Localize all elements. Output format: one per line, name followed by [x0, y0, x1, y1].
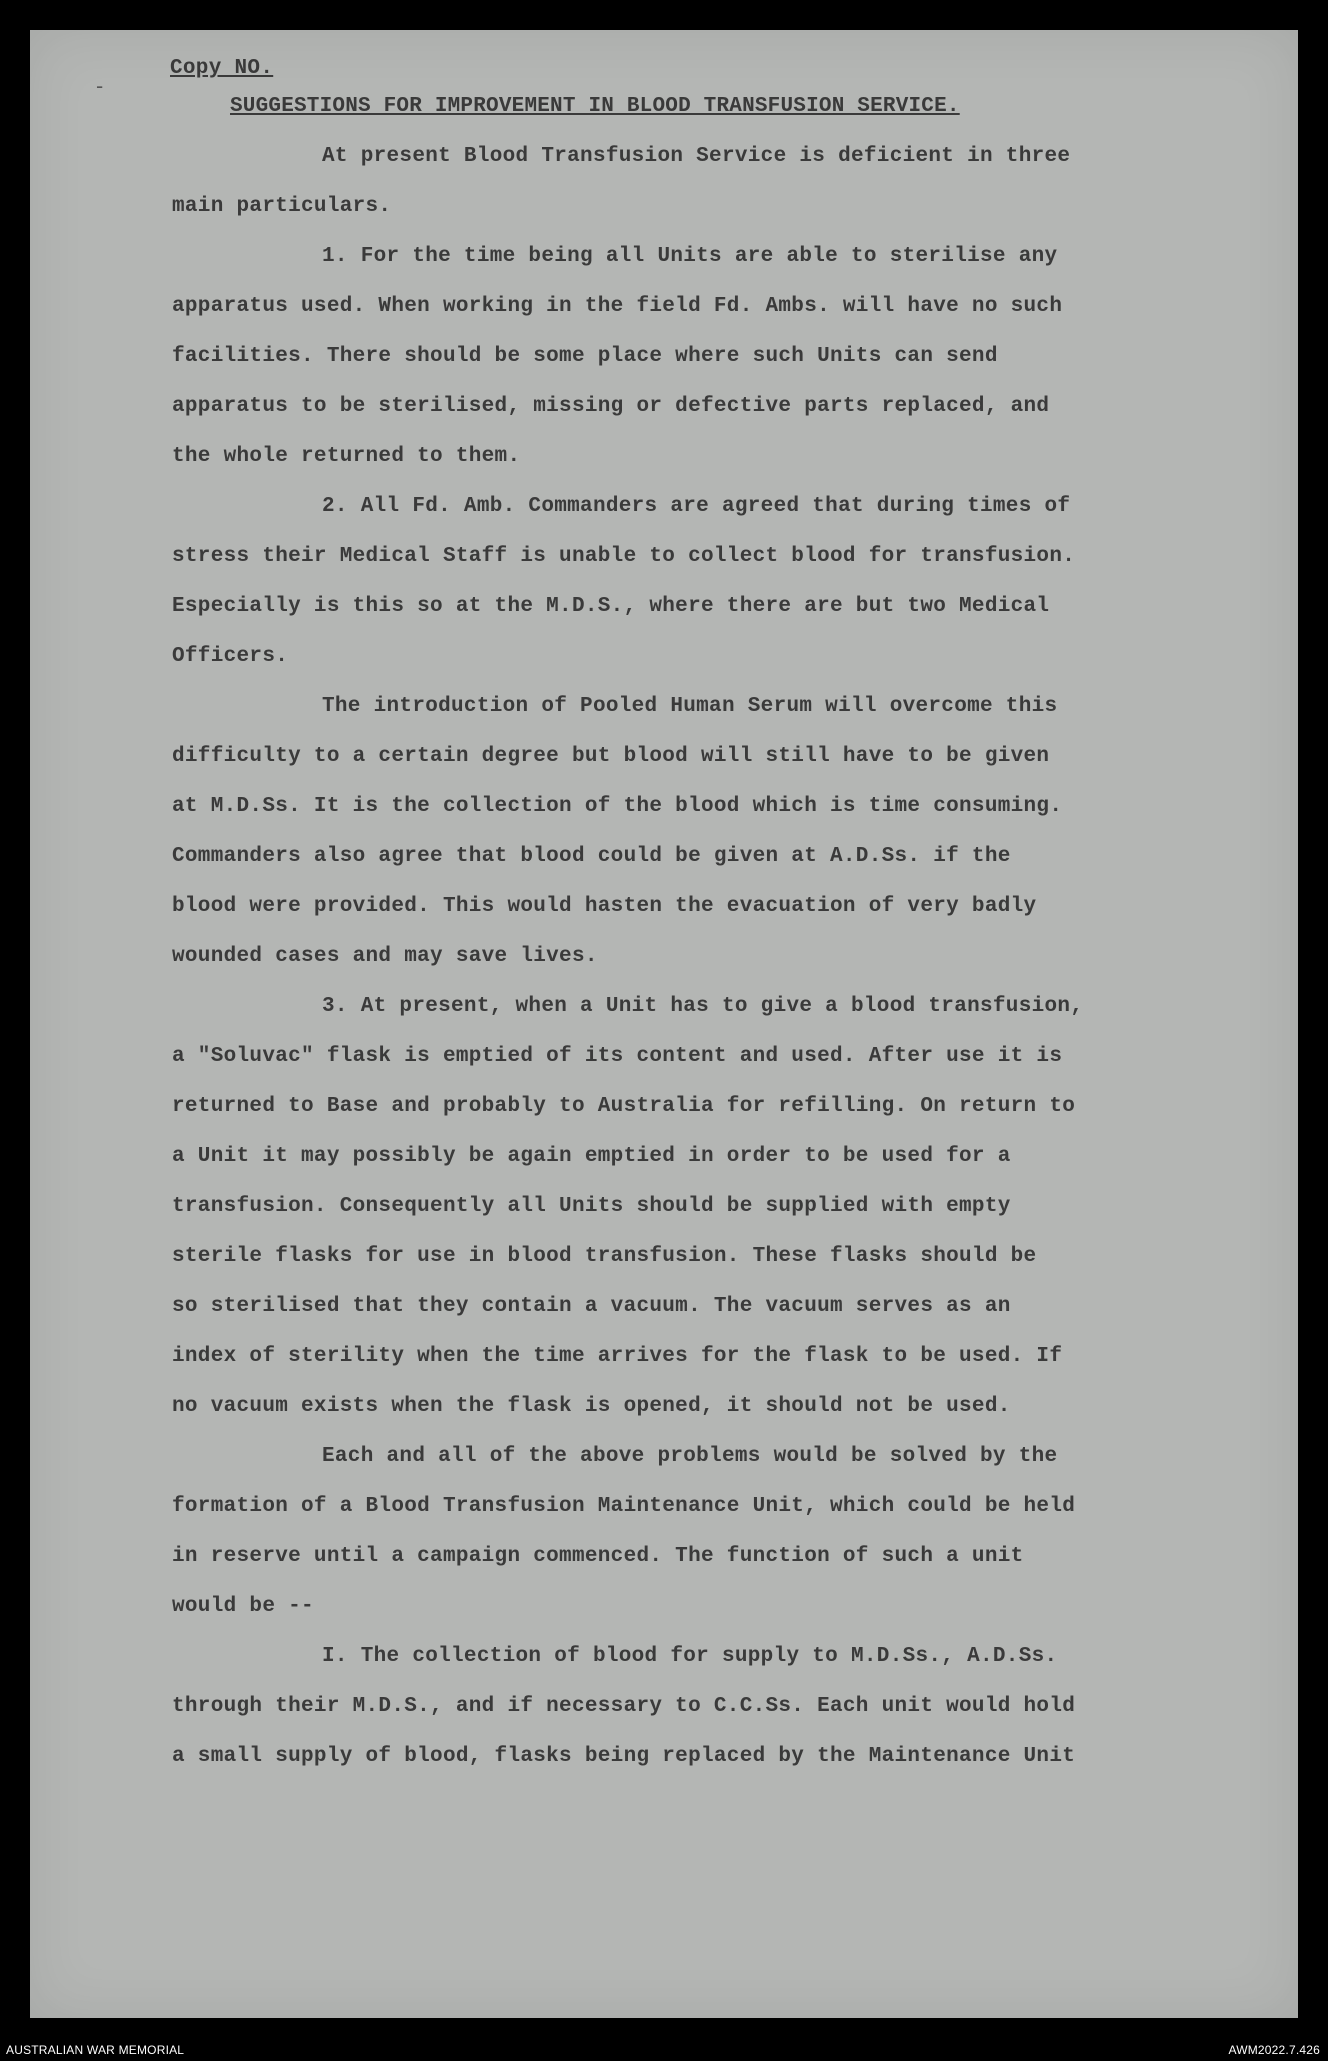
text-line: formation of a Blood Transfusion Maintenance Unit, which could be held: [172, 1495, 1076, 1518]
text-line: index of sterility when the time arrives for the flask to be used. If: [172, 1345, 1063, 1368]
text-line: Each and all of the above problems would be solved by the: [322, 1445, 1058, 1468]
text-line: main particulars.: [172, 195, 392, 218]
footer-archive-name: AUSTRALIAN WAR MEMORIAL: [6, 2043, 185, 2057]
text-line: The introduction of Pooled Human Serum will overcome this: [322, 695, 1058, 718]
text-line: Commanders also agree that blood could be given at A.D.Ss. if the: [172, 845, 1011, 868]
document-page: [30, 30, 1298, 2018]
footer-accession-number: AWM2022.7.426: [1228, 2043, 1320, 2057]
text-line: returned to Base and probably to Australia for refilling. On return to: [172, 1095, 1076, 1118]
text-line: in reserve until a campaign commenced. The function of such a unit: [172, 1545, 1024, 1568]
text-line: transfusion. Consequently all Units should be supplied with empty: [172, 1195, 1011, 1218]
text-line: no vacuum exists when the flask is opened, it should not be used.: [172, 1395, 1011, 1418]
text-line: difficulty to a certain degree but blood will still have to be given: [172, 745, 1050, 768]
text-line: the whole returned to them.: [172, 445, 521, 468]
text-line: a Unit it may possibly be again emptied in order to be used for a: [172, 1145, 1011, 1168]
text-line: I. The collection of blood for supply to M.D.Ss., A.D.Ss.: [322, 1645, 1058, 1668]
text-line: so sterilised that they contain a vacuum. The vacuum serves as an: [172, 1295, 1011, 1318]
text-line: wounded cases and may save lives.: [172, 945, 598, 968]
text-line: a small supply of blood, flasks being replaced by the Maintenance Unit: [172, 1745, 1076, 1768]
document-heading: SUGGESTIONS FOR IMPROVEMENT IN BLOOD TRANSFUSION SERVICE.: [230, 95, 960, 118]
text-line: a "Soluvac" flask is emptied of its content and used. After use it is: [172, 1045, 1063, 1068]
text-line: 3. At present, when a Unit has to give a blood transfusion,: [322, 995, 1084, 1018]
text-line: Officers.: [172, 645, 289, 668]
text-line: 2. All Fd. Amb. Commanders are agreed that during times of: [322, 495, 1071, 518]
text-line: at M.D.Ss. It is the collection of the blood which is time consuming.: [172, 795, 1063, 818]
text-line: apparatus to be sterilised, missing or defective parts replaced, and: [172, 395, 1050, 418]
text-line: At present Blood Transfusion Service is deficient in three: [322, 145, 1071, 168]
text-line: would be --: [172, 1595, 314, 1618]
text-line: Especially is this so at the M.D.S., where there are but two Medical: [172, 595, 1050, 618]
text-line: stress their Medical Staff is unable to collect blood for transfusion.: [172, 545, 1076, 568]
text-line: 1. For the time being all Units are able to sterilise any: [322, 245, 1058, 268]
text-line: through their M.D.S., and if necessary to C.C.Ss. Each unit would hold: [172, 1695, 1076, 1718]
pencil-dash-mark: -: [96, 74, 104, 98]
text-line: apparatus used. When working in the field Fd. Ambs. will have no such: [172, 295, 1063, 318]
text-line: sterile flasks for use in blood transfusion. These flasks should be: [172, 1245, 1037, 1268]
text-line: blood were provided. This would hasten the evacuation of very badly: [172, 895, 1037, 918]
copy-number-label: Copy NO.: [170, 57, 274, 80]
text-line: facilities. There should be some place where such Units can send: [172, 345, 998, 368]
